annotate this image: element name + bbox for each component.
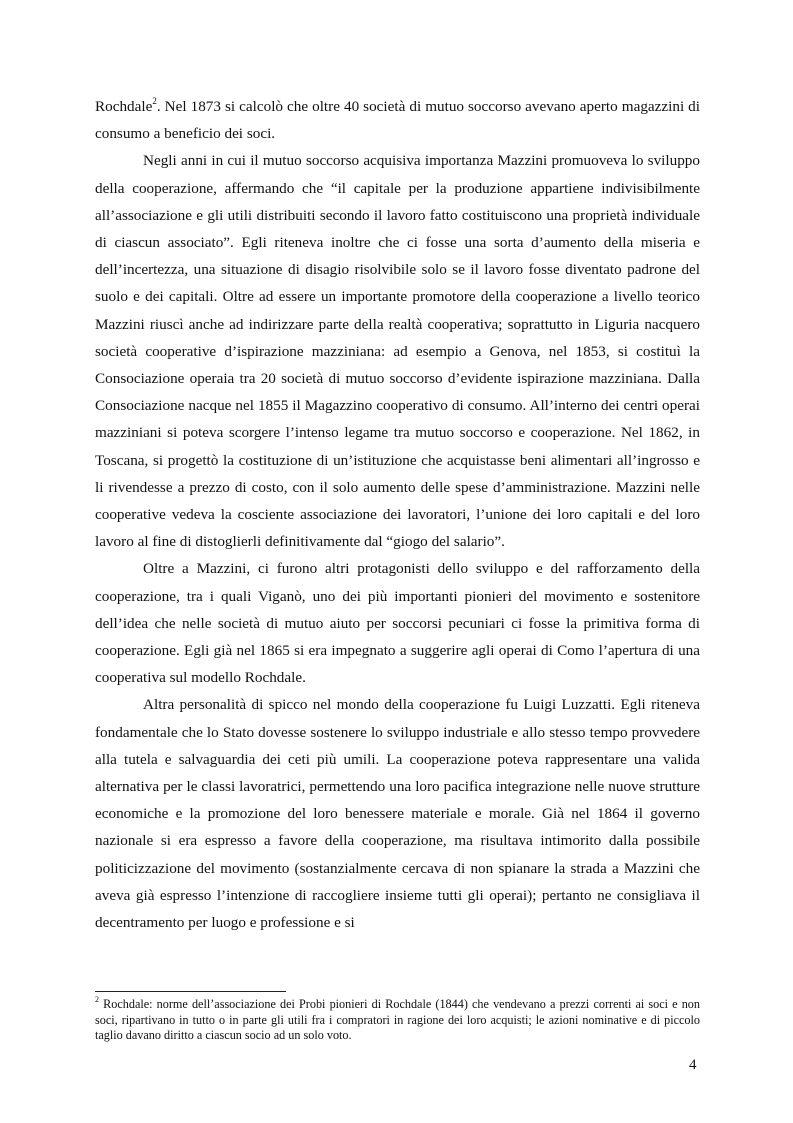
paragraph-1 xyxy=(95,93,700,147)
paragraph-1-rest: . Nel 1873 si calcolò che oltre 40 società di mutuo soccorso avevano aperto magazzini di consumo a beneficio dei soci. xyxy=(95,98,700,143)
footnote xyxy=(95,994,700,1044)
page-body xyxy=(95,93,700,936)
footnote-separator xyxy=(95,991,286,992)
footnote-text: Rochdale: norme dell’associazione dei Probi pionieri di Rochdale (1844) che vendevano a prezzi correnti ai soci e non soci, ripartivano in tutto o in parte gli utili fra i compratori in ragione dei loro acquisti; le azioni nominative e di piccolo taglio davano diritto a ciascun socio ad un solo voto. xyxy=(95,997,700,1043)
paragraph-3: Oltre a Mazzini, ci furono altri protagonisti dello sviluppo e del rafforzamento della cooperazione, tra i quali Viganò, uno dei più importanti pionieri del movimento e sostenitore dell’idea che nelle società di mutuo aiuto per soccorsi pecuniari ci fosse la primitiva forma di cooperazione. Egli già nel 1865 si era impegnato a suggerire agli operai di Como l’apertura di una cooperativa sul modello Rochdale. xyxy=(95,560,700,687)
page-number: 4 xyxy=(689,1057,697,1073)
paragraph-1-start: Rochdale xyxy=(95,98,153,115)
paragraph-2: Negli anni in cui il mutuo soccorso acquisiva importanza Mazzini promuoveva lo sviluppo della cooperazione, affermando che “il capitale per la produzione appartiene indivisibilmente all’associazione e gli utili distribuiti secondo il lavoro fatto costituiscono una proprietà individuale di ciascun associato”. Egli riteneva inoltre che ci fosse una sorta d’aumento della miseria e dell’incertezza, una situazione di disagio risolvibile solo se il lavoro fosse diventato padrone del suolo e dei capitali. Oltre ad essere un importante promotore della cooperazione a livello teorico Mazzini riuscì anche ad indirizzare parte della realtà cooperativa; soprattutto in Liguria nacquero società cooperative d’ispirazione mazziniana: ad esempio a Genova, nel 1853, si costituì la Consociazione operaia tra 20 società di mutuo soccorso d’evidente ispirazione mazziniana. Dalla Consociazione nacque nel 1855 il Magazzino cooperativo di consumo. All’interno dei centri operai mazziniani si poteva scorgere l’intenso legame tra mutuo soccorso e cooperazione. Nel 1862, in Toscana, si progettò la costituzione di un’istituzione che acquistasse beni alimentari all’ingrosso e li rivendesse a prezzo di costo, con il solo aumento delle spese d’amministrazione. Mazzini nelle cooperative vedeva la cosciente associazione dei lavoratori, l’unione dei loro capitali e del loro lavoro al fine di distoglierli definitivamente dal “giogo del salario”. xyxy=(95,152,700,551)
paragraph-4: Altra personalità di spicco nel mondo della cooperazione fu Luigi Luzzatti. Egli riteneva fondamentale che lo Stato dovesse sostenere lo sviluppo industriale e allo stesso tempo provvedere alla tutela e salvaguardia dei ceti più umili. La cooperazione poteva rappresentare una valida alternativa per le classi lavoratrici, permettendo una loro pacifica integrazione nelle nuove strutture economiche e la promozione del loro benessere materiale e morale. Già nel 1864 il governo nazionale si era espresso a favore della cooperazione, ma risultava intimorito dalla possibile politicizzazione del movimento (sostanzialmente cercava di non spianare la strada a Mazzini che aveva già espresso l’intenzione di raccogliere insieme tutti gli operai); pertanto ne consigliava il decentramento per luogo e professione e si xyxy=(95,696,700,932)
footnote-marker: 2 xyxy=(95,994,99,1004)
footnote-reference[interactable]: 2 xyxy=(152,95,157,106)
